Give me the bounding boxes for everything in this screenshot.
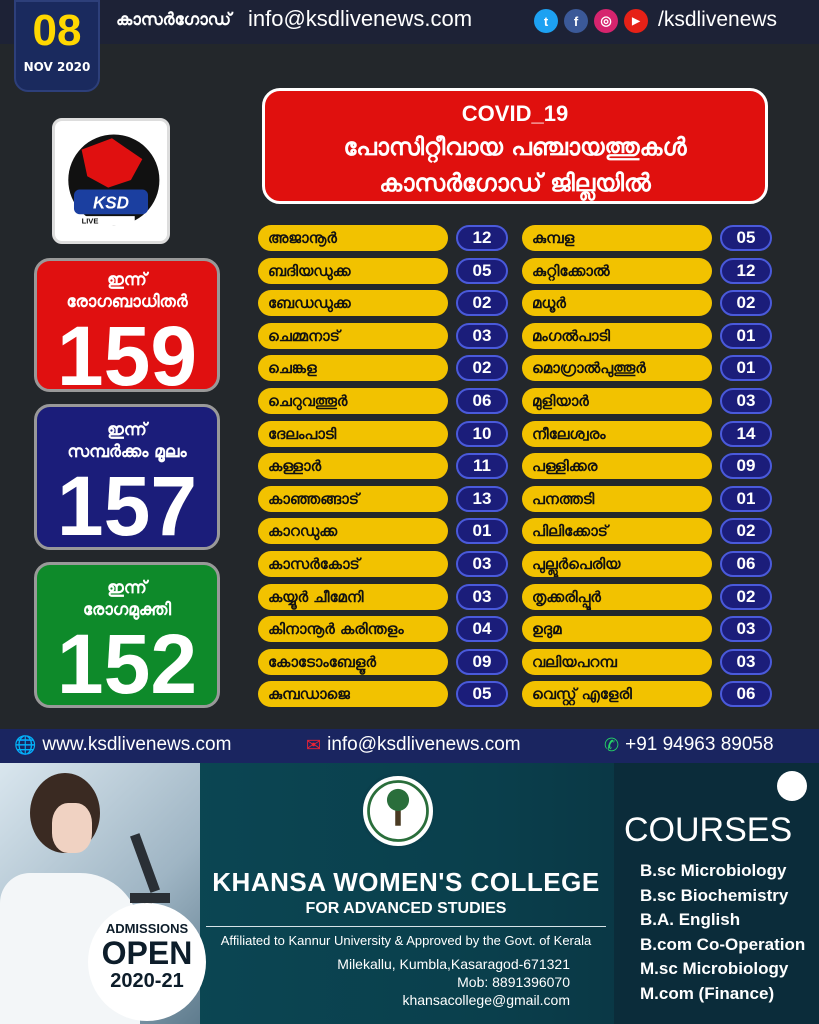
svg-text:KSD: KSD xyxy=(92,193,130,213)
phone-text: +91 94963 89058 xyxy=(625,734,774,755)
panchayat-name: വെസ്റ്റ് എളേരി xyxy=(522,681,712,707)
email-link[interactable] xyxy=(306,734,521,756)
panchayat-count: 02 xyxy=(720,290,772,316)
address-line: Milekallu, Kumbla,Kasaragod-671321 xyxy=(337,956,570,972)
college-affiliation: Affiliated to Kannur University & Approved by the Govt. of Kerala xyxy=(220,933,592,948)
panchayat-name: കാഞ്ഞങ്ങാട് xyxy=(258,486,448,512)
panchayat-count: 02 xyxy=(720,584,772,610)
panchayat-count: 05 xyxy=(456,681,508,707)
panchayat-row xyxy=(258,515,514,548)
panchayat-name: മുളിയാർ xyxy=(522,388,712,414)
svg-text:LIVE: LIVE xyxy=(81,216,99,226)
panchayat-row xyxy=(522,320,778,353)
courses-title: COURSES xyxy=(624,811,793,849)
panchayat-count: 02 xyxy=(720,518,772,544)
panchayat-name: തൃക്കരിപ്പൂർ xyxy=(522,584,712,610)
panchayat-row xyxy=(522,515,778,548)
panchayat-count: 12 xyxy=(456,225,508,251)
panchayat-name: കുമ്പഡാജെ xyxy=(258,681,448,707)
stat-value: 152 xyxy=(56,617,198,711)
panchayat-name: അജാനൂർ xyxy=(258,225,448,251)
college-subtitle: FOR ADVANCED STUDIES xyxy=(305,900,507,917)
stat-label: രോഗമുക്തി xyxy=(82,600,172,620)
panchayat-count: 10 xyxy=(456,421,508,447)
course-item: B.A. English xyxy=(640,910,741,929)
panchayat-list-left xyxy=(258,222,514,711)
globe-icon: 🌐 xyxy=(14,734,37,755)
panchayat-row xyxy=(258,255,514,288)
title-line: പോസിറ്റീവായ പഞ്ചായത്തുകൾ xyxy=(343,133,687,161)
panchayat-list-right xyxy=(522,222,778,711)
college-emblem-small xyxy=(777,771,807,801)
phone-link[interactable] xyxy=(604,734,774,756)
panchayat-row xyxy=(522,678,778,711)
panchayat-name: കയ്യൂർ ചീമേനി xyxy=(258,584,448,610)
panchayat-row xyxy=(258,483,514,516)
panchayat-count: 03 xyxy=(456,584,508,610)
social-handle[interactable]: /ksdlivenews xyxy=(658,8,778,31)
courses-panel xyxy=(614,763,819,1024)
panchayat-row xyxy=(522,385,778,418)
admission-line: ADMISSIONS xyxy=(105,921,189,936)
title-line: കാസർഗോഡ് ജില്ലയിൽ xyxy=(379,169,651,197)
courses-list xyxy=(640,859,805,1006)
panchayat-name: ചെങ്കള xyxy=(258,355,448,381)
panchayat-name: കുമ്പള xyxy=(522,225,712,251)
panchayat-row xyxy=(258,320,514,353)
panchayat-row xyxy=(522,548,778,581)
panchayat-count: 01 xyxy=(720,486,772,512)
panchayat-name: കുറ്റിക്കോൽ xyxy=(522,258,712,284)
college-advertisement[interactable] xyxy=(0,763,819,1024)
course-item: M.sc Microbiology xyxy=(640,959,789,978)
course-item: M.com (Finance) xyxy=(640,983,775,1003)
panchayat-name: ബദിയഡുക്ക xyxy=(258,258,448,284)
whatsapp-icon: ✆ xyxy=(604,734,620,755)
instagram-icon[interactable]: ◎ xyxy=(594,9,618,33)
panchayat-count: 01 xyxy=(720,323,772,349)
panchayat-count: 14 xyxy=(720,421,772,447)
panchayat-name: ബേഡഡുക്ക xyxy=(258,290,448,316)
panchayat-count: 03 xyxy=(456,551,508,577)
panchayat-row xyxy=(258,385,514,418)
panchayat-name: മൊഗ്രാൽപുത്തൂർ xyxy=(522,355,712,381)
stat-contact xyxy=(34,404,220,553)
panchayat-name: കള്ളാർ xyxy=(258,453,448,479)
panchayat-count: 01 xyxy=(720,355,772,381)
stat-label: രോഗബാധിതർ xyxy=(66,292,188,312)
panchayat-row xyxy=(522,352,778,385)
twitter-icon[interactable]: t xyxy=(534,9,558,33)
panchayat-count: 04 xyxy=(456,616,508,642)
college-emblem xyxy=(360,773,436,849)
panchayat-count: 06 xyxy=(456,388,508,414)
youtube-icon[interactable]: ▶ xyxy=(624,9,648,33)
title-line: COVID_19 xyxy=(461,101,569,126)
website-link[interactable] xyxy=(14,734,231,756)
panchayat-name: പുല്ലൂർപെരിയ xyxy=(522,551,712,577)
panchayat-row xyxy=(522,222,778,255)
college-address xyxy=(300,955,570,1009)
date-badge xyxy=(14,0,100,92)
panchayat-name: കാറഡുക്ക xyxy=(258,518,448,544)
panchayat-name: കിനാനൂർ കരിന്തളം xyxy=(258,616,448,642)
stat-label: ഇന്ന് xyxy=(107,270,147,290)
panchayat-count: 13 xyxy=(456,486,508,512)
mail-icon: ✉ xyxy=(306,734,322,755)
panchayat-row xyxy=(258,418,514,451)
stat-value: 157 xyxy=(56,459,198,553)
facebook-icon[interactable]: f xyxy=(564,9,588,33)
stat-recovered xyxy=(34,562,220,711)
stat-infected xyxy=(34,258,220,403)
website-text: www.ksdlivenews.com xyxy=(42,734,232,755)
stat-label: സമ്പർക്കം മൂലം xyxy=(67,442,187,462)
course-item: B.com Co-Operation xyxy=(640,934,806,954)
panchayat-name: കാസർകോട് xyxy=(258,551,448,577)
panchayat-count: 05 xyxy=(720,225,772,251)
panchayat-name: നീലേശ്വരം xyxy=(522,421,712,447)
stat-label: ഇന്ന് xyxy=(107,578,147,598)
panchayat-row xyxy=(258,287,514,320)
panchayat-row xyxy=(258,581,514,614)
top-bar xyxy=(0,0,819,44)
panchayat-row xyxy=(522,581,778,614)
panchayat-row xyxy=(522,255,778,288)
place-label: കാസർഗോഡ് xyxy=(116,10,232,30)
panchayat-name: പള്ളിക്കര xyxy=(522,453,712,479)
date-month: NOV 2020 xyxy=(23,60,91,74)
panchayat-count: 03 xyxy=(456,323,508,349)
panchayat-row xyxy=(522,418,778,451)
panchayat-count: 11 xyxy=(456,453,508,479)
mobile-line: Mob: 8891396070 xyxy=(457,974,570,990)
ksd-live-logo xyxy=(52,118,170,244)
panchayat-count: 09 xyxy=(720,453,772,479)
panchayat-row xyxy=(258,352,514,385)
panchayat-row xyxy=(522,613,778,646)
panchayat-count: 03 xyxy=(720,388,772,414)
email-text: info@ksdlivenews.com xyxy=(327,734,521,755)
panchayat-row xyxy=(258,646,514,679)
panchayat-name: ചെറുവത്തൂർ xyxy=(258,388,448,414)
panchayat-name: ദേലംപാടി xyxy=(258,421,448,447)
admission-badge xyxy=(88,903,206,1021)
panchayat-name: മധൂർ xyxy=(522,290,712,316)
admission-line: 2020-21 xyxy=(110,970,184,992)
panchayat-count: 03 xyxy=(720,616,772,642)
contact-bar xyxy=(0,729,819,763)
stat-label: ഇന്ന് xyxy=(107,420,147,440)
panchayat-name: പനത്തടി xyxy=(522,486,712,512)
college-name: KHANSA WOMEN'S COLLEGE xyxy=(212,867,600,897)
panchayat-count: 02 xyxy=(456,355,508,381)
panchayat-row xyxy=(522,483,778,516)
panchayat-row xyxy=(258,222,514,255)
social-icons xyxy=(534,9,648,33)
header-email[interactable]: info@ksdlivenews.com xyxy=(248,6,473,31)
panchayat-count: 02 xyxy=(456,290,508,316)
panchayat-count: 06 xyxy=(720,551,772,577)
stat-value: 159 xyxy=(56,309,198,403)
panchayat-name: ചെമ്മനാട് xyxy=(258,323,448,349)
date-day: 08 xyxy=(32,6,82,55)
course-item: B.sc Microbiology xyxy=(640,861,787,880)
panchayat-row xyxy=(258,450,514,483)
panchayat-name: വലിയപറമ്പ xyxy=(522,649,712,675)
panchayat-name: കോടോംബേളൂർ xyxy=(258,649,448,675)
college-info xyxy=(206,867,606,948)
panchayat-row xyxy=(258,548,514,581)
admission-line: OPEN xyxy=(101,935,193,971)
panchayat-name: പിലിക്കോട് xyxy=(522,518,712,544)
panchayat-row xyxy=(258,613,514,646)
panchayat-count: 01 xyxy=(456,518,508,544)
panchayat-row xyxy=(522,646,778,679)
panchayat-count: 09 xyxy=(456,649,508,675)
panchayat-count: 03 xyxy=(720,649,772,675)
panchayat-name: ഉദുമ xyxy=(522,616,712,642)
panchayat-count: 12 xyxy=(720,258,772,284)
panchayat-count: 05 xyxy=(456,258,508,284)
college-email: khansacollege@gmail.com xyxy=(402,992,570,1008)
panchayat-row xyxy=(258,678,514,711)
panchayat-row xyxy=(522,450,778,483)
panchayat-row xyxy=(522,287,778,320)
course-item: B.sc Biochemistry xyxy=(640,885,789,905)
page-title xyxy=(262,88,768,204)
panchayat-count: 06 xyxy=(720,681,772,707)
panchayat-name: മംഗൽപാടി xyxy=(522,323,712,349)
